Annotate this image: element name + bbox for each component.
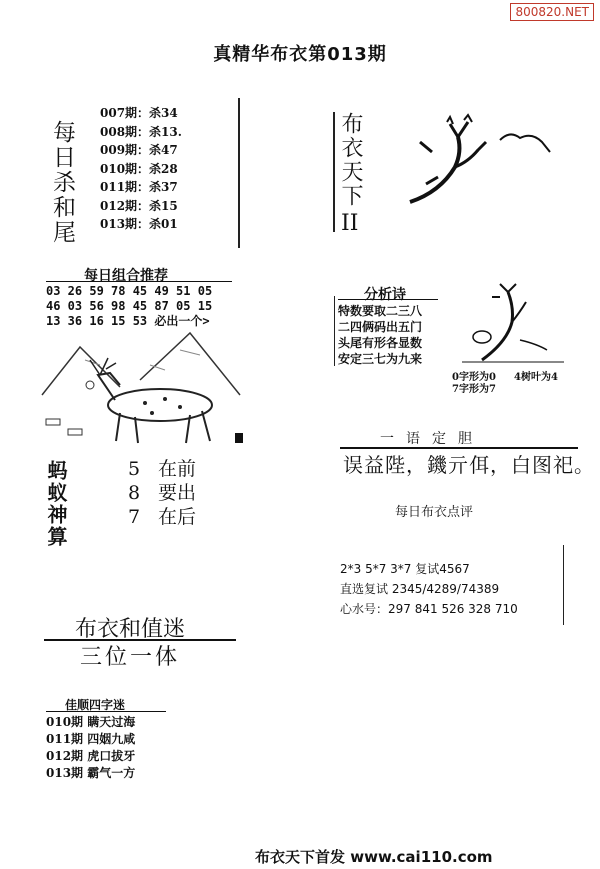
poem-note: 0字形为0 <box>452 372 496 383</box>
mayi-list <box>128 457 196 529</box>
divider <box>557 545 564 625</box>
deer-illustration <box>40 325 245 450</box>
mayi-text: 在前 <box>158 458 197 480</box>
list-item: 011期：杀37 <box>100 180 178 194</box>
bytx-suffix: II <box>341 211 359 236</box>
mayi-number: 8 <box>128 482 141 504</box>
list-item: 直选复试 2345/4289/74389 <box>340 582 500 596</box>
combo-numbers <box>46 284 212 329</box>
list-item: 008期：杀13. <box>100 124 182 139</box>
list-item <box>128 481 196 505</box>
riddle-list <box>46 714 135 782</box>
footer-text: 布衣天下首发 www.cai110.com <box>255 848 493 866</box>
list-item <box>128 505 196 529</box>
mayi-text: 在后 <box>158 506 197 528</box>
list-item: 011期 四姻九咸 <box>46 732 136 746</box>
poem-note: 4树叶为4 <box>514 372 558 383</box>
kill-tail-list <box>100 104 182 234</box>
list-item: 013期：杀01 <box>100 217 178 231</box>
tree-drawing <box>452 282 567 372</box>
divider <box>46 281 232 282</box>
list-item <box>128 457 196 481</box>
dianping-title: 每日布衣点评 <box>395 505 474 520</box>
mayi-number: 7 <box>128 506 141 528</box>
divider <box>232 98 240 248</box>
mayi-text: 要出 <box>158 482 197 504</box>
list-item: 03 26 59 78 45 49 51 05 <box>46 284 213 298</box>
list-item: 头尾有形各显数 <box>338 336 423 350</box>
site-badge: 800820.NET <box>510 3 594 21</box>
list-item: 013期 霸气一方 <box>46 766 136 780</box>
combo-title: 每日组合推荐 <box>84 268 168 284</box>
list-item: 安定三七为九来 <box>338 352 423 366</box>
poem-title: 分析诗 <box>364 287 406 303</box>
page-title: 真精华布衣第013期 <box>213 44 387 65</box>
list-item: 心水号：297 841 526 328 710 <box>340 602 518 616</box>
list-item: 007期：杀34 <box>100 106 178 120</box>
list-item: 特数要取二三八 <box>338 304 423 318</box>
mayi-number: 5 <box>128 458 141 480</box>
poem-frame <box>334 296 443 366</box>
list-item: 2*3 5*7 3*7 复试4567 <box>340 562 470 576</box>
hezhi-title: 布衣和值迷 <box>75 617 186 642</box>
list-item: 009期：杀47 <box>100 143 178 157</box>
list-item: 010期：杀28 <box>100 161 178 176</box>
mayi-heading: 蚂蚁神算 <box>44 460 68 548</box>
list-item: 46 03 56 98 45 87 05 15 <box>46 299 213 313</box>
list-item: 13 36 16 15 53 必出一个> <box>46 314 210 328</box>
yiyu-text: 误益陛，鐖亓佴，白图祀。 <box>343 453 595 477</box>
bytx-heading: 布衣天下 <box>338 112 363 208</box>
poem-note: 7字形为7 <box>452 384 496 395</box>
hezhi-subtitle: 三位一体 <box>80 645 181 670</box>
dianping-lines <box>340 559 518 619</box>
yiyu-title: 一语定胆 <box>380 431 484 447</box>
list-item: 010期 瞒天过海 <box>46 715 136 729</box>
kill-tail-heading: 每日杀和尾 <box>49 120 75 245</box>
list-item: 012期：杀15 <box>100 198 178 213</box>
list-item: 012期 虎口拔牙 <box>46 749 136 763</box>
riddle-title: 佳顺四字迷 <box>65 698 126 712</box>
list-item: 二四俩码出五门 <box>338 320 423 334</box>
tree-drawing <box>400 112 560 212</box>
divider <box>46 711 166 712</box>
